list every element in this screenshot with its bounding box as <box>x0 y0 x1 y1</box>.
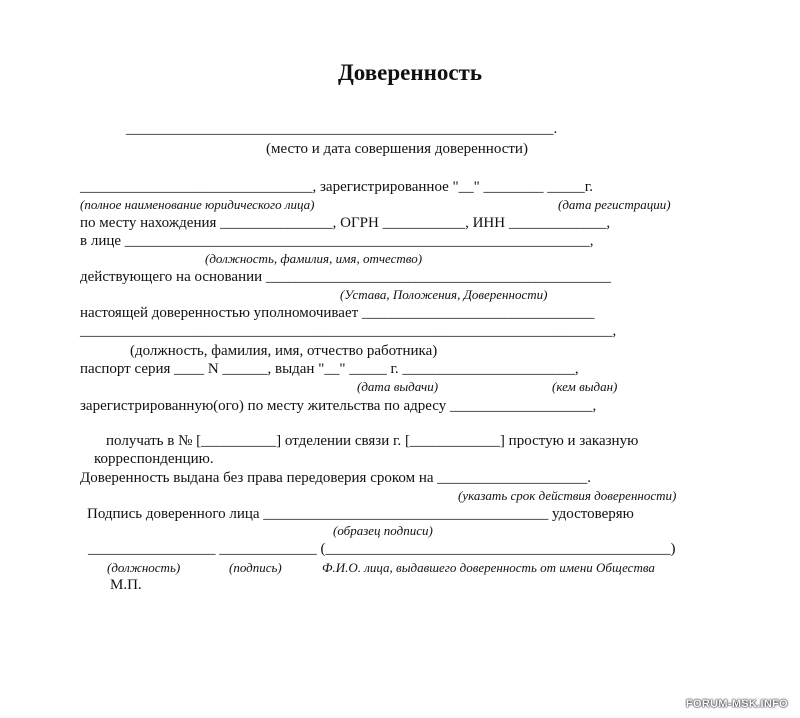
issuer-position-caption: (должность) <box>107 560 181 575</box>
correspondence-line: корреспонденцию. <box>94 451 214 467</box>
acting-basis-line: действующего на основании ______________________________________________ <box>80 269 611 285</box>
issuer-line: _________________ _____________ (______________________________________________) <box>88 541 676 557</box>
authorizes-line: настоящей доверенностью уполномочивает _______________________________ <box>80 305 595 321</box>
seal-place: М.П. <box>110 577 142 593</box>
validity-line: Доверенность выдана без права передоверия сроком на ____________________. <box>80 470 592 486</box>
location-line: по месту нахождения _______________, ОГРН ___________, ИНН _____________, <box>80 215 611 231</box>
position-caption: (должность, фамилия, имя, отчество) <box>205 251 423 266</box>
place-date-caption: (место и дата совершения доверенности) <box>266 141 528 157</box>
validity-caption: (указать срок действия доверенности) <box>458 488 677 503</box>
receive-mail-line: получать в № [__________] отделении связи г. [____________] простую и заказную <box>106 433 639 449</box>
basis-caption: (Устава, Положения, Доверенности) <box>340 287 548 302</box>
passport-line: паспорт серия ____ N ______, выдан "__" _____ г. _______________________, <box>80 361 579 377</box>
organization-line: _______________________________, зарегистрированное "__" ________ _____г. <box>80 179 593 195</box>
registered-address-line: зарегистрированную(ого) по месту жительства по адресу ___________________, <box>80 398 597 414</box>
employee-caption: (должность, фамилия, имя, отчество работника) <box>130 343 438 359</box>
signature-line: Подпись доверенного лица ______________________________________ удостоверяю <box>87 506 634 522</box>
blank-line: _______________________________________________________________________, <box>80 323 617 339</box>
registration-date-caption: (дата регистрации) <box>558 197 671 212</box>
place-date-line: _________________________________________________________. <box>126 121 558 137</box>
signature-caption: (образец подписи) <box>333 523 433 538</box>
issuer-name-caption: Ф.И.О. лица, выдавшего доверенность от имени Общества <box>322 560 655 575</box>
issued-by-caption: (кем выдан) <box>552 379 618 394</box>
issuer-signature-caption: (подпись) <box>229 560 282 575</box>
organization-caption: (полное наименование юридического лица) <box>80 197 315 212</box>
in-person-line: в лице ______________________________________________________________, <box>80 233 594 249</box>
issue-date-caption: (дата выдачи) <box>357 379 439 394</box>
document-title: Доверенность <box>337 60 483 85</box>
watermark: FORUM-MSK.INFO <box>686 698 788 710</box>
